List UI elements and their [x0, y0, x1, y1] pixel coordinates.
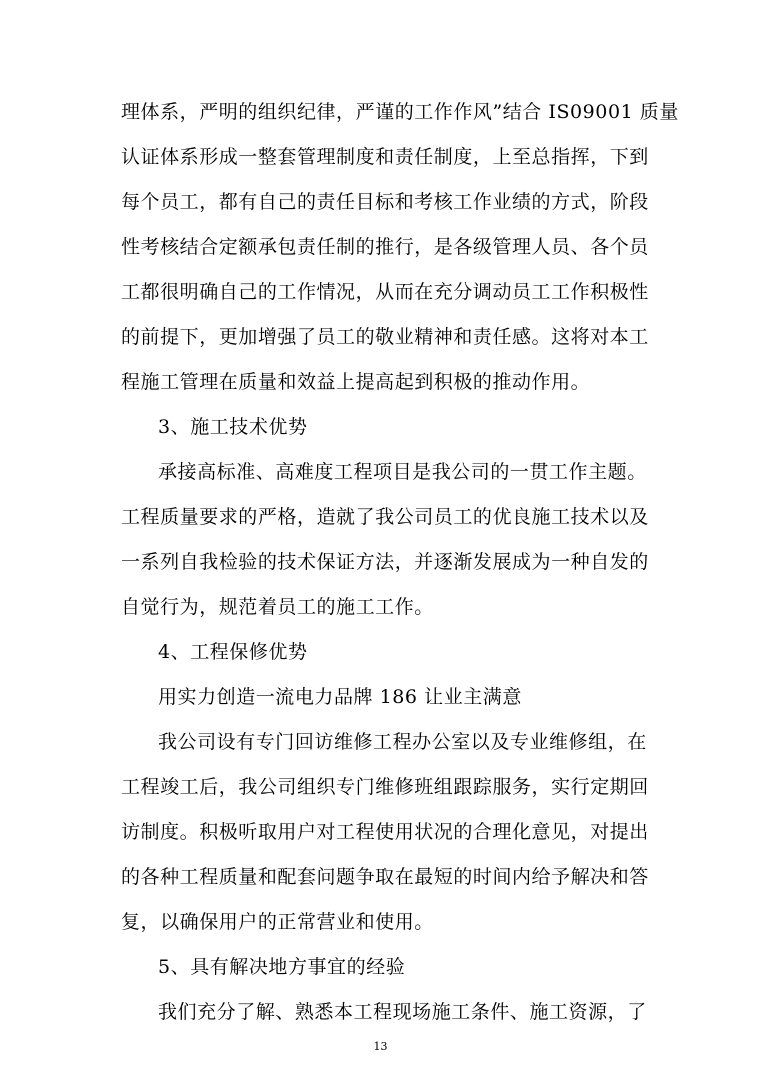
body-text-line: 用实力创造一流电力品牌 186 让业主满意 [158, 686, 522, 708]
body-text-line: 程施工管理在质量和效益上提高起到积极的推动作用。 [121, 371, 591, 393]
section-heading-local-affairs: 5、具有解决地方事宜的经验 [158, 956, 406, 978]
body-text-line: 访制度。积极听取用户对工程使用状况的合理化意见，对提出 [121, 821, 649, 843]
section-heading-construction-technology: 3、施工技术优势 [158, 416, 308, 438]
body-text-line: 工程质量要求的严格，造就了我公司员工的优良施工技术以及 [121, 506, 649, 528]
body-text-line: 认证体系形成一整套管理制度和责任制度，上至总指挥，下到 [121, 146, 649, 168]
body-text-line: 自觉行为，规范着员工的施工工作。 [121, 596, 434, 618]
body-text-line: 工都很明确自己的工作情况，从而在充分调动员工工作积极性 [121, 281, 649, 303]
body-text-line: 我公司设有专门回访维修工程办公室以及专业维修组，在 [158, 731, 647, 753]
body-text-line: 的前提下，更加增强了员工的敬业精神和责任感。这将对本工 [121, 326, 649, 348]
page-number: 13 [373, 1040, 388, 1053]
section-heading-warranty: 4、工程保修优势 [158, 641, 308, 663]
body-text-line: 每个员工，都有自己的责任目标和考核工作业绩的方式，阶段 [121, 191, 649, 213]
body-text-line: 我们充分了解、熟悉本工程现场施工条件、施工资源，了 [158, 1001, 647, 1023]
body-text-line: 一系列自我检验的技术保证方法，并逐渐发展成为一种自发的 [121, 551, 649, 573]
body-text-line: 承接高标准、高难度工程项目是我公司的一贯工作主题。 [158, 461, 647, 483]
body-text-line: 理体系，严明的组织纪律，严谨的工作作风”结合 IS09001 质量 [121, 101, 679, 123]
body-text-line: 工程竣工后，我公司组织专门维修班组跟踪服务，实行定期回 [121, 776, 649, 798]
body-text-line: 性考核结合定额承包责任制的推行，是各级管理人员、各个员 [121, 236, 649, 258]
body-text-line: 复，以确保用户的正常营业和使用。 [121, 911, 434, 933]
body-text-line: 的各种工程质量和配套问题争取在最短的时间内给予解决和答 [121, 866, 649, 888]
